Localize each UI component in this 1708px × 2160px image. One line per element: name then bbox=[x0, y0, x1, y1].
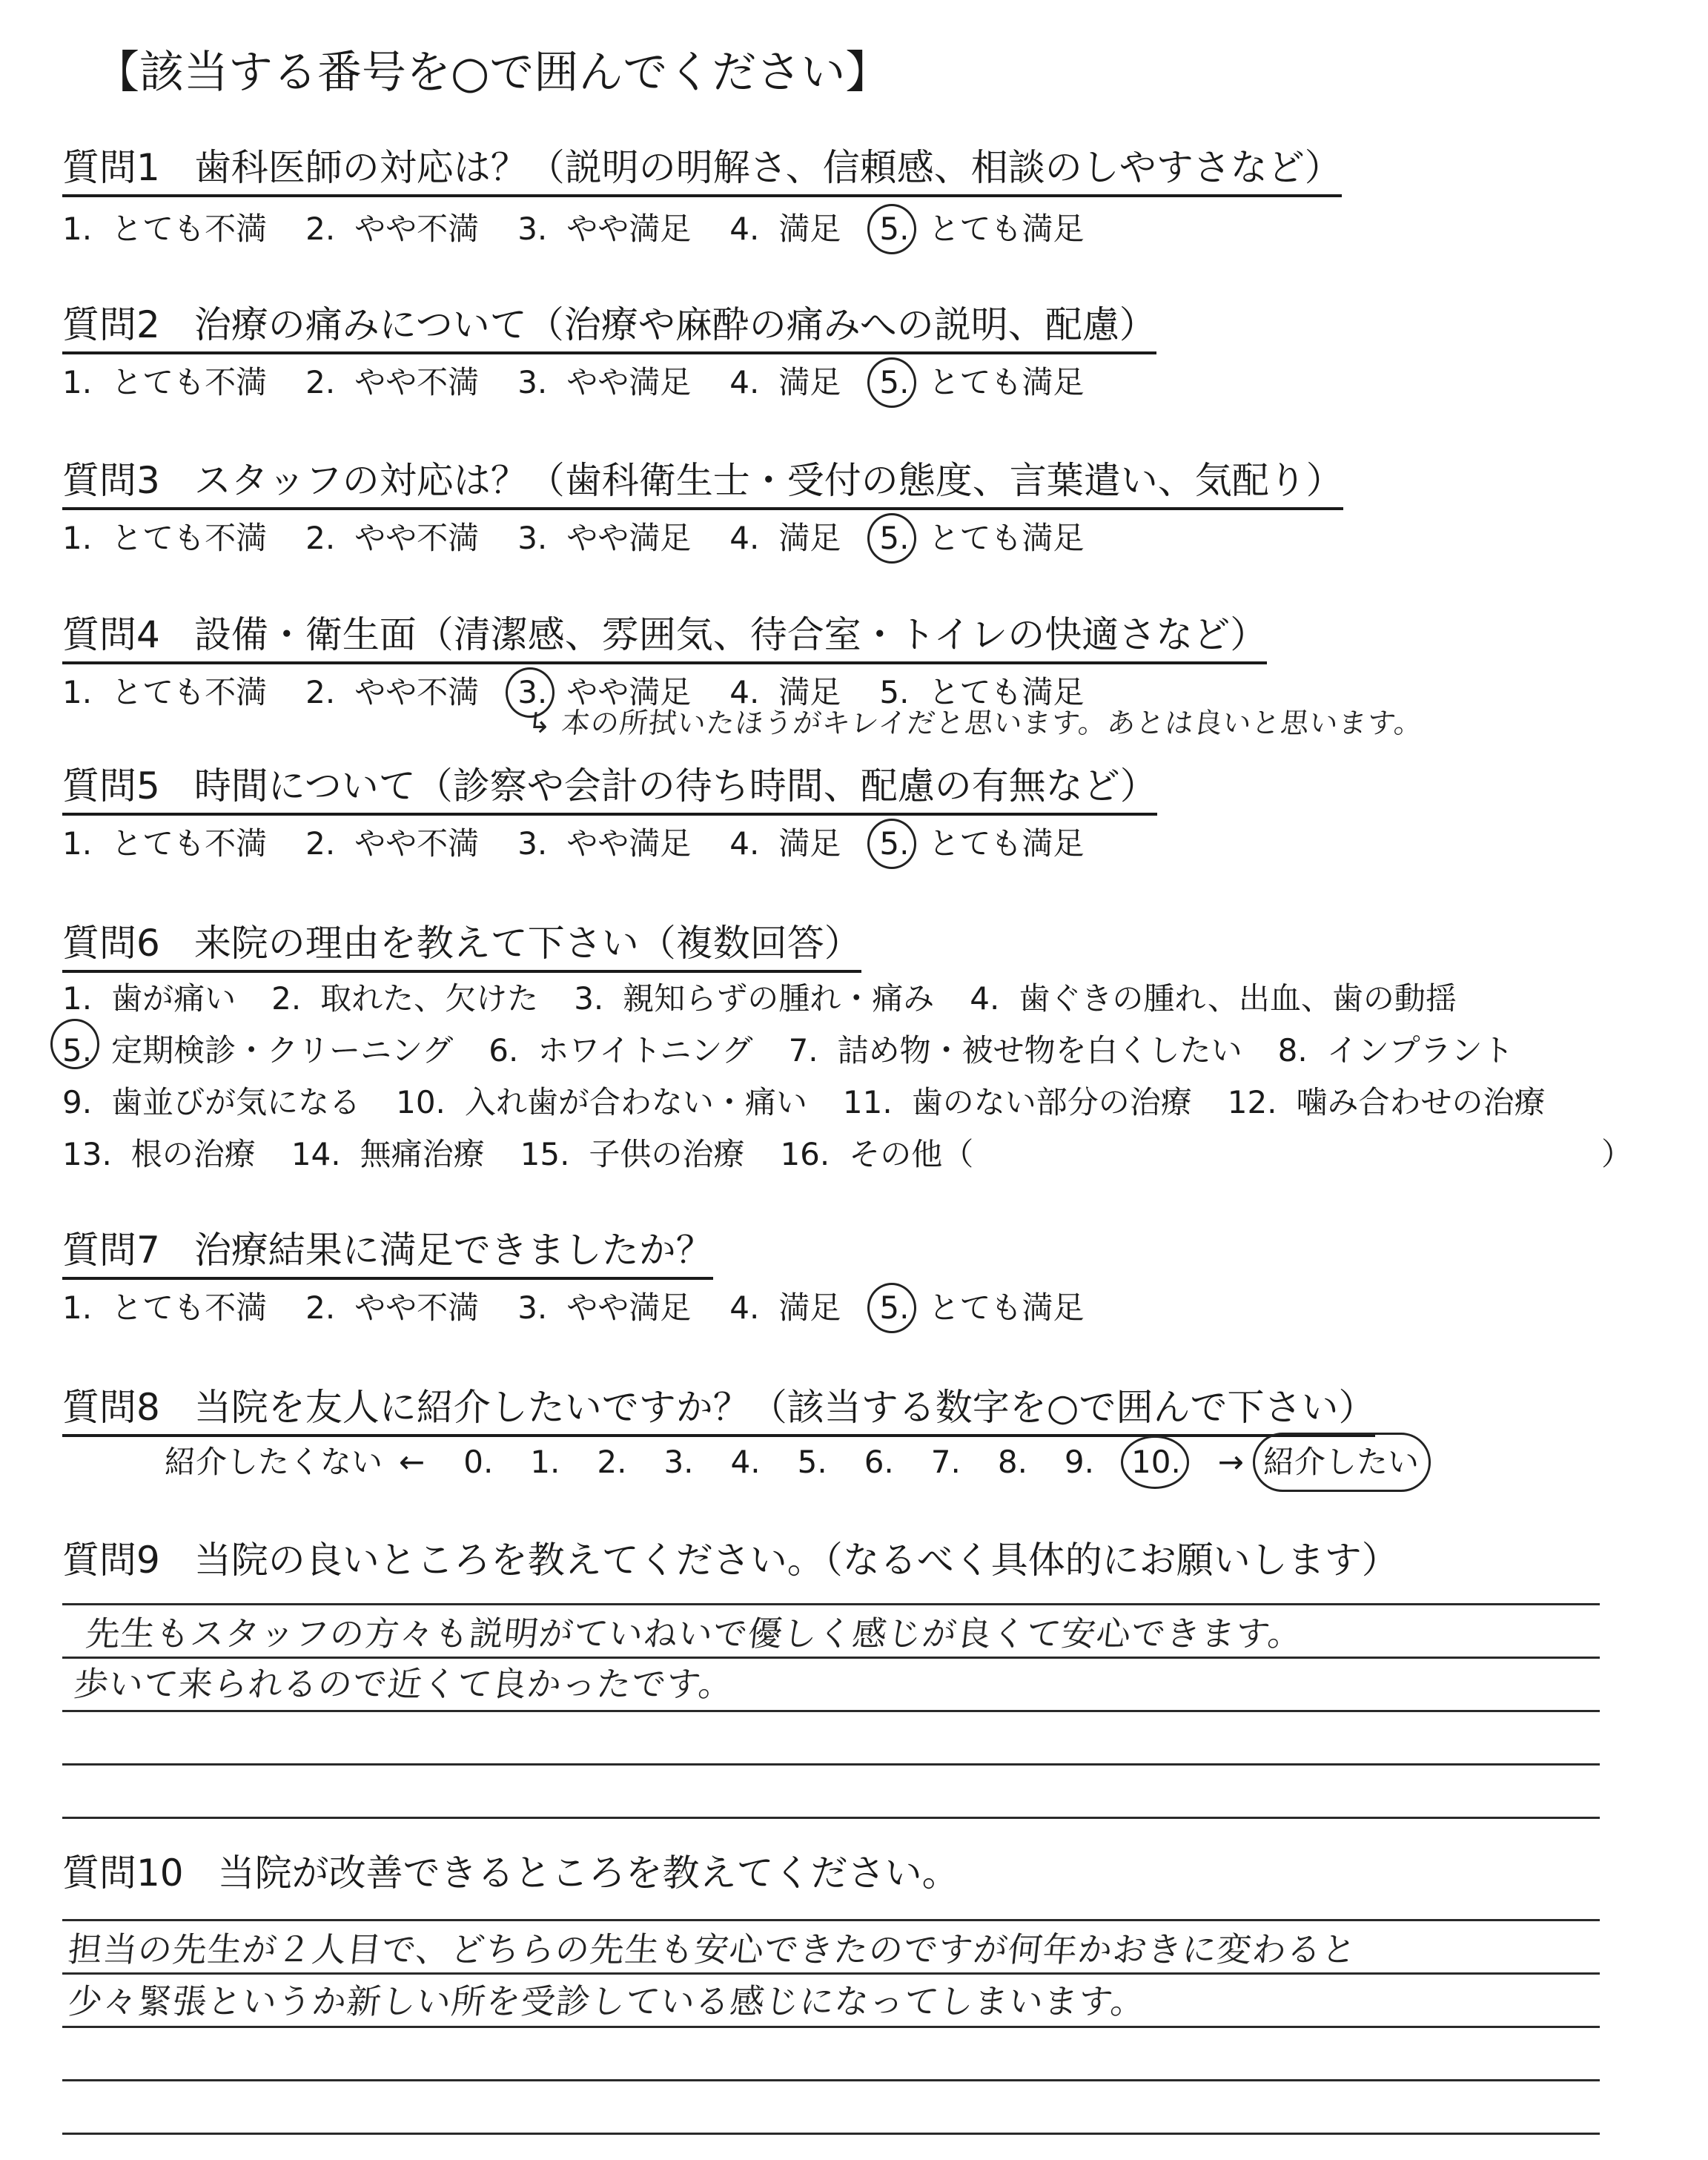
scale-9[interactable]: 9. bbox=[1064, 1444, 1094, 1480]
question-8-title bbox=[62, 1385, 1375, 1437]
question-3-text: スタッフの対応は？（歯科衛生士・受付の態度、言葉遣い、気配り） bbox=[193, 459, 1343, 502]
option-5-selected[interactable]: 5. とても満足 bbox=[879, 211, 1085, 247]
option-1[interactable]: 1. とても不満 bbox=[62, 211, 268, 247]
question-5-text: 時間について（診察や会計の待ち時間、配慮の有無など） bbox=[193, 764, 1157, 807]
question-6-text: 来院の理由を教えて下さい（複数回答） bbox=[193, 922, 861, 965]
option-2[interactable]: 2. やや不満 bbox=[305, 211, 480, 247]
question-4-handwritten-comment: ↳ 本の所拭いたほうがキレイだと思います。あとは良いと思います。 bbox=[526, 707, 1425, 739]
scale-2[interactable]: 2. bbox=[597, 1444, 627, 1480]
option-1[interactable]: 1. とても不満 bbox=[62, 364, 268, 400]
question-10-answer-line-2[interactable]: 少々緊張というか新しい所を受診している感じになってしまいます。 bbox=[66, 1981, 1148, 2021]
option-2[interactable]: 2. やや不満 bbox=[305, 520, 480, 556]
question-1-number: 質問1 bbox=[62, 146, 160, 189]
question-8-text: 当院を友人に紹介したいですか？（該当する数字を○で囲んで下さい） bbox=[193, 1386, 1376, 1429]
question-3-title bbox=[62, 458, 1343, 510]
answer-line bbox=[62, 1919, 1600, 1921]
other-close-paren: ） bbox=[1601, 1136, 1633, 1172]
question-1-text: 歯科医師の対応は？（説明の明解さ、信頼感、相談のしやすさなど） bbox=[193, 146, 1342, 189]
option-1[interactable]: 1. とても不満 bbox=[62, 825, 268, 862]
left-arrow-icon: ← bbox=[399, 1444, 426, 1480]
options-row-2 bbox=[62, 1025, 1581, 1077]
option-3[interactable]: 3. やや満足 bbox=[517, 1289, 692, 1326]
answer-line bbox=[62, 1817, 1600, 1819]
question-6-number: 質問6 bbox=[62, 922, 160, 965]
question-1-options bbox=[62, 210, 1122, 248]
reason-1[interactable]: 1. 歯が痛い bbox=[62, 980, 236, 1017]
page-title: 【該当する番号を○で囲んでください】 bbox=[95, 47, 890, 99]
option-5-selected[interactable]: 5. とても満足 bbox=[879, 825, 1085, 862]
question-9-answer-line-2[interactable]: 歩いて来られるので近くて良かったです。 bbox=[72, 1664, 736, 1704]
question-9-title bbox=[62, 1538, 1399, 1582]
answer-line bbox=[62, 1763, 1600, 1766]
reason-4[interactable]: 4. 歯ぐきの腫れ、出血、歯の動揺 bbox=[970, 980, 1457, 1017]
options-row-1 bbox=[62, 973, 1581, 1025]
answer-line bbox=[62, 2133, 1600, 2135]
reason-12[interactable]: 12. 噛み合わせの治療 bbox=[1227, 1084, 1546, 1120]
option-5-selected[interactable]: 5. とても満足 bbox=[879, 1289, 1085, 1326]
question-3-options bbox=[62, 519, 1122, 558]
option-4[interactable]: 4. 満足 bbox=[729, 674, 841, 710]
option-2[interactable]: 2. やや不満 bbox=[305, 364, 480, 400]
reason-7[interactable]: 7. 詰め物・被せ物を白くしたい bbox=[788, 1032, 1242, 1069]
reason-5-selected[interactable]: 5. 定期検診・クリーニング bbox=[62, 1032, 454, 1069]
reason-3[interactable]: 3. 親知らずの腫れ・痛み bbox=[574, 980, 935, 1017]
answer-line bbox=[62, 2079, 1600, 2081]
question-7-title bbox=[62, 1228, 713, 1280]
option-1[interactable]: 1. とても不満 bbox=[62, 1289, 268, 1326]
question-4-text: 設備・衛生面（清潔感、雰囲気、待合室・トイレの快適さなど） bbox=[193, 613, 1268, 656]
scale-left-label: 紹介したくない bbox=[165, 1444, 383, 1480]
answer-line bbox=[62, 1603, 1600, 1605]
reason-2[interactable]: 2. 取れた、欠けた bbox=[271, 980, 539, 1017]
option-2[interactable]: 2. やや不満 bbox=[305, 674, 480, 710]
question-7-text: 治療結果に満足できましたか？ bbox=[193, 1229, 713, 1272]
option-2[interactable]: 2. やや不満 bbox=[305, 825, 480, 862]
reason-9[interactable]: 9. 歯並びが気になる bbox=[62, 1084, 361, 1120]
question-4-number: 質問4 bbox=[62, 613, 160, 656]
option-4[interactable]: 4. 満足 bbox=[729, 211, 841, 247]
scale-4[interactable]: 4. bbox=[730, 1444, 761, 1480]
option-4[interactable]: 4. 満足 bbox=[729, 1289, 841, 1326]
question-10-answer-line-1[interactable]: 担当の先生が２人目で、どちらの先生も安心できたのですが何年かおきに変わると bbox=[66, 1929, 1359, 1969]
scale-right-label: 紹介したい bbox=[1263, 1444, 1420, 1480]
option-5-selected[interactable]: 5. とても満足 bbox=[879, 520, 1085, 556]
reason-16-other[interactable]: 16. その他（ bbox=[780, 1136, 974, 1172]
recommend-scale bbox=[165, 1443, 1419, 1482]
question-9-number: 質問9 bbox=[62, 1539, 160, 1582]
question-2-text: 治療の痛みについて（治療や麻酔の痛みへの説明、配慮） bbox=[193, 303, 1156, 346]
option-5[interactable]: 5. とても満足 bbox=[879, 674, 1085, 710]
scale-5[interactable]: 5. bbox=[797, 1444, 827, 1480]
question-7-options bbox=[62, 1289, 1122, 1327]
question-5-title bbox=[62, 764, 1157, 816]
options-row-4 bbox=[62, 1129, 1581, 1180]
question-4-title bbox=[62, 612, 1267, 664]
option-1[interactable]: 1. とても不満 bbox=[62, 674, 268, 710]
scale-3[interactable]: 3. bbox=[663, 1444, 694, 1480]
question-6-options bbox=[62, 973, 1581, 1180]
reason-13[interactable]: 13. 根の治療 bbox=[62, 1136, 256, 1172]
option-3-selected[interactable]: 3. やや満足 bbox=[517, 674, 692, 710]
question-5-options bbox=[62, 825, 1122, 863]
question-9-text: 当院の良いところを教えてください。（なるべく具体的にお願いします） bbox=[193, 1539, 1399, 1582]
option-3[interactable]: 3. やや満足 bbox=[517, 825, 692, 862]
option-2[interactable]: 2. やや不満 bbox=[305, 1289, 480, 1326]
option-4[interactable]: 4. 満足 bbox=[729, 364, 841, 400]
reason-14[interactable]: 14. 無痛治療 bbox=[291, 1136, 485, 1172]
question-7-number: 質問7 bbox=[62, 1229, 160, 1272]
question-6-title bbox=[62, 921, 861, 973]
answer-line bbox=[62, 1710, 1600, 1712]
question-1-title bbox=[62, 145, 1342, 197]
question-3-number: 質問3 bbox=[62, 459, 160, 502]
question-8-number: 質問8 bbox=[62, 1386, 160, 1429]
option-3[interactable]: 3. やや満足 bbox=[517, 211, 692, 247]
reason-10[interactable]: 10. 入れ歯が合わない・痛い bbox=[396, 1084, 807, 1120]
reason-8[interactable]: 8. インプラント bbox=[1277, 1032, 1514, 1069]
question-9-answer-line-1[interactable]: 先生もスタッフの方々も説明がていねいで優しく感じが良くて安心できます。 bbox=[84, 1614, 1305, 1654]
option-5-selected[interactable]: 5. とても満足 bbox=[879, 364, 1085, 400]
question-2-number: 質問2 bbox=[62, 303, 160, 346]
scale-0[interactable]: 0. bbox=[463, 1444, 494, 1480]
scale-1[interactable]: 1. bbox=[530, 1444, 560, 1480]
question-2-title bbox=[62, 303, 1156, 354]
options-row-3 bbox=[62, 1077, 1581, 1129]
question-5-number: 質問5 bbox=[62, 764, 160, 807]
question-10-number: 質問10 bbox=[62, 1852, 184, 1895]
option-4[interactable]: 4. 満足 bbox=[729, 520, 841, 556]
scale-6[interactable]: 6. bbox=[864, 1444, 894, 1480]
scale-7[interactable]: 7. bbox=[930, 1444, 961, 1480]
right-arrow-icon: → bbox=[1217, 1444, 1244, 1480]
option-3[interactable]: 3. やや満足 bbox=[517, 520, 692, 556]
reason-6[interactable]: 6. ホワイトニング bbox=[489, 1032, 753, 1069]
option-3[interactable]: 3. やや満足 bbox=[517, 364, 692, 400]
question-10-text: 当院が改善できるところを教えてください。 bbox=[217, 1852, 959, 1895]
option-1[interactable]: 1. とても不満 bbox=[62, 520, 268, 556]
reason-11[interactable]: 11. 歯のない部分の治療 bbox=[842, 1084, 1192, 1120]
scale-10-selected[interactable]: 10. bbox=[1131, 1444, 1181, 1480]
scale-8[interactable]: 8. bbox=[997, 1444, 1027, 1480]
question-10-title bbox=[62, 1851, 959, 1895]
question-2-options bbox=[62, 363, 1122, 402]
reason-15[interactable]: 15. 子供の治療 bbox=[520, 1136, 745, 1172]
option-4[interactable]: 4. 満足 bbox=[729, 825, 841, 862]
